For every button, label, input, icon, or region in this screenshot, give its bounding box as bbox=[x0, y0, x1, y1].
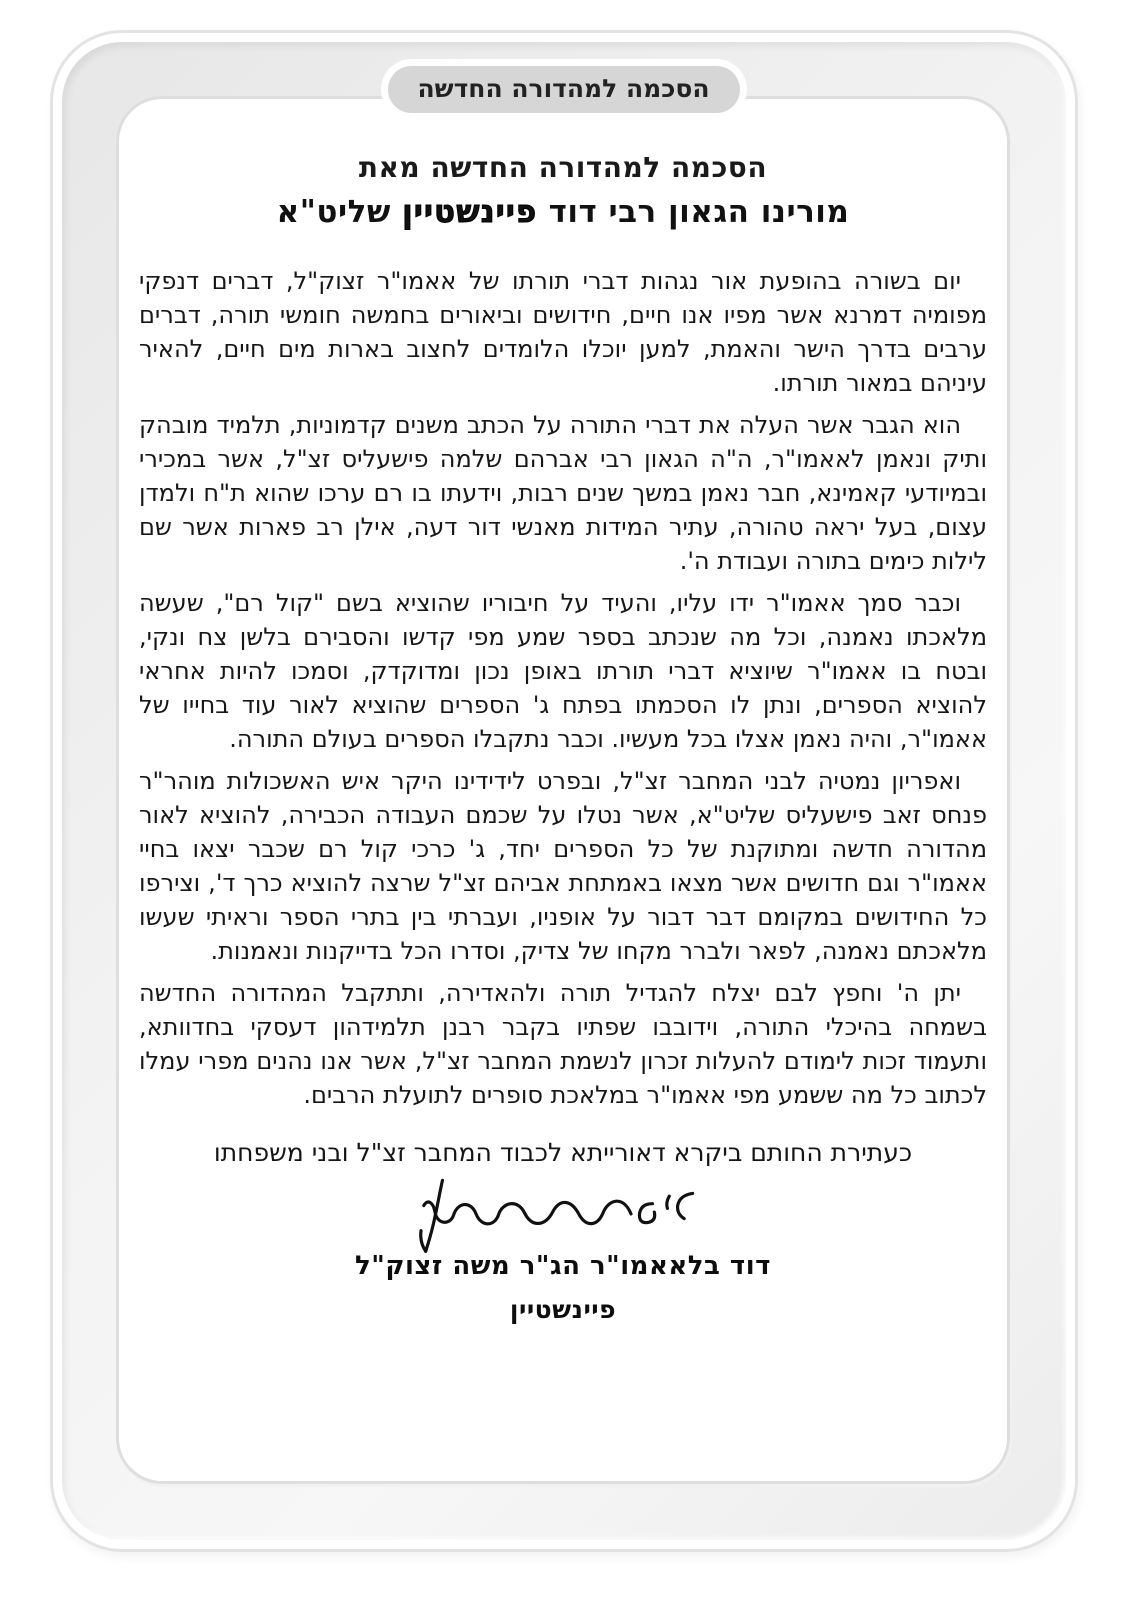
title-author-honorific: שליט"א bbox=[276, 194, 403, 230]
paragraph-4: ואפריון נמטיה לבני המחבר זצ"ל, ובפרט לידידינו היקר איש האשכולות מוהר"ר פנחס זאב פישעליס שליט"א, אשר נטלו על שכמם העבודה הכבירה, להוציא לאור מהדורה חדשה ומתוקנת של כל הספרים יחד, ג' כרכי קול רם שכבר יצאו בחיי אאמו"ר וגם חדושים אשר מצאו באמתחת אביהם זצ"ל שרצה להוציא כרך ד', וצירפו כל החידושים במקומם דבר דבור על אופניו, ועברתי בין בתרי הספר וראיתי שעשו מלאכתם נאמנה, לפאר ולברר מקחו של צדיק, וסדרו הכל בדייקנות ונאמנות. bbox=[139, 767, 987, 965]
signer-surname-line: פיינשטיין bbox=[509, 1295, 617, 1324]
approbation-body bbox=[139, 264, 987, 1112]
title-line-1: הסכמה למהדורה החדשה מאת bbox=[358, 151, 768, 184]
closing-line: כעתירת החותם ביקרא דאורייתא לכבוד המחבר זצ"ל ובני משפחתו bbox=[213, 1138, 913, 1167]
title-line-2 bbox=[139, 194, 987, 230]
title-author-prefix: מורינו הגאון רבי דוד bbox=[537, 194, 850, 230]
content-area bbox=[116, 96, 1010, 1484]
header-badge: הסכמה למהדורה החדשה bbox=[387, 66, 739, 113]
signer-name-line: דוד בלאאמו"ר הג"ר משה זצוק"ל bbox=[355, 1251, 771, 1281]
title-author-name: פיינשטיין bbox=[402, 194, 538, 230]
paragraph-1: יום בשורה בהופעת אור נגהות דברי תורתו של אאמו"ר זצוק"ל, דברים דנפקי מפומיה דמרנא אשר מפיו אנו חיים, חידושים וביאורים בחמשה חומשי תורה, דברים ערבים בדרך הישר והאמת, למען יוכלו הלומדים לחצוב בארות מים חיים, להאיר עיניהם במאור תורתו. bbox=[139, 267, 987, 397]
signature-handwriting-icon bbox=[377, 1171, 717, 1255]
signature-block bbox=[123, 1171, 971, 1255]
paragraph-5: יתן ה' וחפץ לבם יצלח להגדיל תורה ולהאדירה, ותתקבל המהדורה החדשה בשמחה בהיכלי התורה, וידובבו שפתיו בקבר רבנן תלמידהון דעסקי בחדוותא, ותעמוד זכות לימודם להעלות זכרון לנשמת המחבר זצ"ל, אשר אנו נהנים מפרי עמלו לכתוב כל מה ששמע מפי אאמו"ר במלאכת סופרים לתועלת הרבים. bbox=[139, 979, 987, 1109]
paragraph-2: הוא הגבר אשר העלה את דברי התורה על הכתב משנים קדמוניות, תלמיד מובהק ותיק ונאמן לאאמו"ר, ה"ה הגאון רבי אברהם שלמה פישעליס זצ"ל, אשר במכירי ובמיודעי קאמינא, חבר נאמן במשך שנים רבות, וידעתו בו רם ערכו שהוא ת"ח ולמדן עצום, בעל יראה טהורה, עתיר המידות מאנשי דור דעה, אילן רב פארות אשר שם לילות כימים בתורה ועבודת ה'. bbox=[139, 411, 987, 575]
paragraph-3: וכבר סמך אאמו"ר ידו עליו, והעיד על חיבוריו שהוציא בשם "קול רם", שעשה מלאכתו נאמנה, וכל מה שנכתב בספר שמע מפי קדשו והסבירם בלשן צח ונקי, ובטח בו אאמו"ר שיוציא דברי תורתו באופן נכון ומדוקדק, וסמכו להיות אחראי להוציא הספרים, ונתן לו הסכמתו בפתח ג' הספרים שהוציא לאור עוד בחייו של אאמו"ר, והיה נאמן אצלו בכל מעשיו. וכבר נתקבלו הספרים בעולם התורה. bbox=[139, 589, 987, 753]
